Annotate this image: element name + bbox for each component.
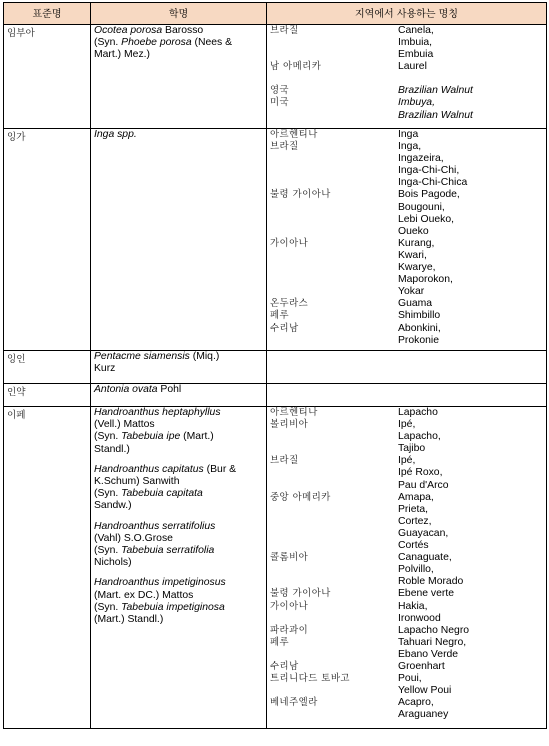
region-name: 볼리비아	[270, 419, 309, 431]
scientific-name-line: Antonia ovata Pohl	[94, 384, 182, 395]
local-name: Canaguate,	[398, 552, 452, 564]
local-name: Canela,	[398, 25, 434, 36]
local-name-list	[398, 238, 543, 298]
region-name: 온두라스	[270, 298, 309, 310]
header-scientific-name: 학명	[91, 3, 267, 25]
local-name: Ebano Verde	[398, 648, 459, 660]
standard-name-cell: 이페	[4, 407, 91, 729]
region-name: 페루	[270, 310, 290, 322]
scientific-name-line: Inga spp.	[94, 129, 137, 140]
local-name: Kurang,	[398, 237, 435, 249]
local-name: Ebene verte	[398, 588, 455, 600]
local-name-list	[398, 455, 543, 491]
local-name-list	[398, 323, 543, 347]
header-row	[4, 3, 547, 25]
scientific-name-block	[94, 464, 263, 513]
local-name-list	[398, 298, 543, 310]
local-name: Yellow Poui	[398, 685, 452, 697]
region-entry	[270, 673, 543, 697]
table-body	[4, 25, 547, 729]
local-name: Lapacho	[398, 407, 438, 418]
scientific-name-block	[94, 351, 263, 375]
local-name-list	[398, 637, 543, 661]
region-name: 남 아메리카	[270, 61, 322, 73]
local-name-list	[398, 85, 543, 97]
local-name: Acapro,	[398, 697, 434, 709]
local-name: Ipé,	[398, 419, 416, 431]
local-name-list	[398, 588, 543, 600]
region-entry	[270, 25, 543, 61]
region-name: 영국	[270, 85, 290, 97]
region-entry	[270, 661, 543, 673]
local-name: Roble Morado	[398, 576, 464, 588]
standard-name-cell: 인약	[4, 384, 91, 407]
local-name: Cortez,	[398, 515, 432, 527]
local-name: Tahuari Negro,	[398, 636, 467, 648]
local-name: Guayacan,	[398, 527, 449, 539]
region-name: 수리남	[270, 660, 299, 672]
region-name: 트리니다드 토바고	[270, 673, 350, 685]
scientific-name-line: (Syn. Tabebuia capitata	[94, 488, 203, 500]
local-name: Ipé Roxo,	[398, 467, 443, 479]
local-name: Bougouni,	[398, 201, 445, 213]
region-name: 베네주엘라	[270, 697, 318, 709]
table-row	[4, 384, 547, 407]
local-name-list	[398, 552, 543, 588]
local-name: Inga,	[398, 141, 422, 153]
local-name-list	[398, 625, 543, 637]
region-name: 중앙 아메리카	[270, 491, 331, 503]
scientific-name-cell	[91, 351, 267, 384]
local-name: Poui,	[398, 673, 422, 685]
scientific-name-line: (Mart.) Standl.)	[94, 614, 164, 626]
scientific-name-line: Standl.)	[94, 443, 130, 455]
local-name-list	[398, 697, 543, 721]
local-name: Bois Pagode,	[398, 189, 460, 201]
region-entry	[270, 97, 543, 121]
region-name: 불령 가이아나	[270, 588, 331, 600]
standard-name-cell: 잉인	[4, 351, 91, 384]
local-name-list	[398, 601, 543, 625]
region-entry	[270, 637, 543, 661]
region-entry	[270, 455, 543, 491]
scientific-name-line: Kurz	[94, 363, 116, 375]
local-names-cell	[267, 384, 547, 407]
scientific-name-cell	[91, 129, 267, 351]
local-name: Kwari,	[398, 249, 427, 261]
region-entry	[270, 298, 543, 310]
table-row	[4, 25, 547, 129]
header-local-names: 지역에서 사용하는 명칭	[267, 3, 547, 25]
scientific-name-cell	[91, 25, 267, 129]
local-names-cell	[267, 351, 547, 384]
local-name-list	[398, 129, 543, 141]
scientific-name-line: (Syn. Tabebuia ipe (Mart.)	[94, 431, 214, 443]
local-name-list	[398, 310, 543, 322]
local-names-cell	[267, 407, 547, 729]
local-name: Brazilian Walnut	[398, 109, 473, 121]
scientific-name-block	[94, 25, 263, 62]
local-name-list	[398, 492, 543, 552]
region-entry	[270, 588, 543, 600]
local-name: Prokonie	[398, 334, 440, 346]
region-name: 미국	[270, 97, 290, 109]
scientific-name-line: Pentacme siamensis (Miq.)	[94, 351, 220, 362]
region-name: 가이아나	[270, 237, 309, 249]
local-name-list	[398, 661, 543, 673]
scientific-name-line: Handroanthus serratifolius	[94, 520, 216, 532]
region-entry	[270, 141, 543, 189]
scientific-name-line: Sandw.)	[94, 500, 132, 512]
scientific-name-line: Handroanthus heptaphyllus	[94, 407, 221, 418]
scientific-name-line: K.Schum) Sanwith	[94, 476, 180, 488]
scientific-name-line: (Syn. Tabebuia impetiginosa	[94, 601, 225, 613]
scientific-name-line: Handroanthus capitatus (Bur &	[94, 463, 237, 475]
region-name: 파라과이	[270, 624, 309, 636]
local-name: Inga-Chi-Chica	[398, 177, 468, 189]
local-name-list	[398, 61, 543, 73]
region-name: 불령 가이아나	[270, 189, 331, 201]
local-name: Tajibo	[398, 443, 426, 455]
local-name: Embuia	[398, 49, 434, 61]
region-name: 콜롬비아	[270, 552, 309, 564]
local-name: Lapacho,	[398, 431, 441, 443]
local-name: Araguaney	[398, 709, 449, 721]
standard-name-cell: 잉가	[4, 129, 91, 351]
region-entry	[270, 552, 543, 588]
table-row	[4, 351, 547, 384]
local-name-list	[398, 673, 543, 697]
scientific-name-line: Mart.) Mez.)	[94, 49, 150, 61]
region-entry	[270, 492, 543, 552]
local-name: Inga	[398, 129, 419, 140]
region-entry	[270, 129, 543, 141]
local-names-cell	[267, 25, 547, 129]
local-name: Imbuia,	[398, 37, 433, 49]
local-name: Guama	[398, 298, 433, 310]
scientific-name-block	[94, 129, 263, 141]
region-name: 아르헨티나	[270, 407, 318, 418]
region-entry	[270, 625, 543, 637]
table-row	[4, 407, 547, 729]
local-names-cell	[267, 129, 547, 351]
header-standard-name: 표준명	[4, 3, 91, 25]
region-entry	[270, 85, 543, 97]
scientific-name-block	[94, 521, 263, 570]
region-name: 브라질	[270, 455, 299, 467]
scientific-name-line: Nichols)	[94, 557, 132, 569]
local-name: Imbuya,	[398, 97, 435, 109]
table-row	[4, 129, 547, 351]
region-entry	[270, 323, 543, 347]
region-entry	[270, 310, 543, 322]
local-name: Kwarye,	[398, 262, 436, 274]
scientific-name-block	[94, 407, 263, 456]
local-name: Ipé,	[398, 455, 416, 467]
standard-name-cell: 임부아	[4, 25, 91, 129]
local-name: Inga-Chi-Chi,	[398, 165, 460, 177]
scientific-name-line: Ocotea porosa Barosso	[94, 25, 204, 36]
local-name: Cortés	[398, 540, 429, 552]
scientific-name-cell	[91, 407, 267, 729]
local-name-list	[398, 141, 543, 189]
local-name: Lebi Oueko,	[398, 213, 455, 225]
scientific-name-line: (Syn. Phoebe porosa (Nees &	[94, 37, 233, 49]
local-name: Shimbillo	[398, 310, 441, 322]
local-name: Pau d'Arco	[398, 479, 449, 491]
local-name: Ironwood	[398, 612, 441, 624]
local-name: Oueko	[398, 225, 429, 237]
scientific-name-line: Handroanthus impetiginosus	[94, 577, 226, 589]
scientific-name-block	[94, 384, 263, 396]
region-entry	[270, 61, 543, 73]
local-name-list	[398, 419, 543, 455]
scientific-name-line: (Syn. Tabebuia serratifolia	[94, 545, 215, 557]
region-entry	[270, 601, 543, 625]
local-name: Ingazeira,	[398, 153, 444, 165]
region-entry	[270, 419, 543, 455]
scientific-name-line: (Vahl) S.O.Grose	[94, 532, 173, 544]
wood-names-table	[3, 2, 547, 729]
local-name: Groenhart	[398, 660, 445, 672]
region-name: 페루	[270, 636, 290, 648]
local-name-list	[398, 407, 543, 419]
local-name: Yokar	[398, 286, 425, 298]
local-name: Lapacho Negro	[398, 624, 470, 636]
local-name: Abonkini,	[398, 322, 441, 334]
local-name-list	[398, 25, 543, 61]
region-name: 수리남	[270, 322, 299, 334]
local-name: Polvillo,	[398, 564, 434, 576]
local-name: Amapa,	[398, 491, 434, 503]
local-name: Hakia,	[398, 600, 428, 612]
scientific-name-cell	[91, 384, 267, 407]
scientific-name-line: (Vell.) Mattos	[94, 419, 155, 431]
region-name: 브라질	[270, 25, 299, 36]
region-name: 브라질	[270, 141, 299, 153]
region-name: 아르헨티나	[270, 129, 318, 140]
scientific-name-block	[94, 577, 263, 626]
region-name: 가이아나	[270, 600, 309, 612]
local-name: Prieta,	[398, 503, 429, 515]
local-name-list	[398, 97, 543, 121]
region-entry	[270, 697, 543, 721]
region-entry	[270, 407, 543, 419]
local-name: Brazilian Walnut	[398, 85, 473, 97]
local-name: Maporokon,	[398, 274, 453, 286]
region-entry	[270, 238, 543, 298]
local-name: Laurel	[398, 61, 427, 73]
local-name-list	[398, 189, 543, 237]
region-entry	[270, 189, 543, 237]
scientific-name-line: (Mart. ex DC.) Mattos	[94, 589, 194, 601]
